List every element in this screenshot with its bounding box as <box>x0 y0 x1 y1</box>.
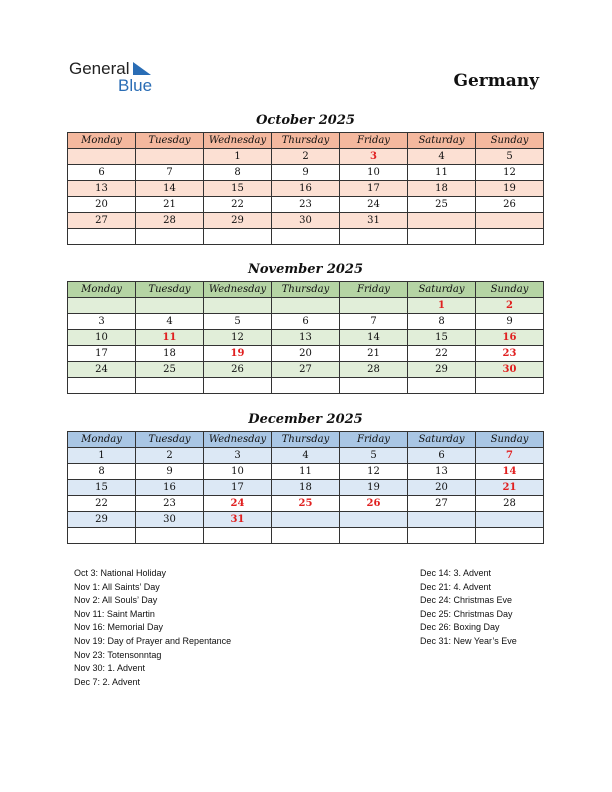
logo-triangle-icon <box>133 62 153 76</box>
day-cell: 8 <box>408 314 476 330</box>
day-cell: 6 <box>272 314 340 330</box>
day-cell: 9 <box>272 165 340 181</box>
day-cell: 1 <box>204 149 272 165</box>
day-cell: 6 <box>408 448 476 464</box>
week-row <box>68 197 544 213</box>
week-row <box>68 181 544 197</box>
day-cell: 15 <box>408 330 476 346</box>
day-cell: 25 <box>408 197 476 213</box>
weekday-header: Sunday <box>476 133 544 149</box>
day-cell <box>340 298 408 314</box>
day-cell: 15 <box>204 181 272 197</box>
day-cell <box>408 213 476 229</box>
country-title: Germany <box>453 71 539 91</box>
day-cell: 24 <box>340 197 408 213</box>
week-row <box>68 346 544 362</box>
day-cell <box>68 528 136 544</box>
day-cell <box>272 512 340 528</box>
holiday-entry: Nov 2: All Souls’ Day <box>74 595 158 606</box>
holiday-list-left <box>74 567 231 689</box>
month-dec <box>67 409 544 544</box>
day-cell <box>204 528 272 544</box>
day-cell: 18 <box>408 181 476 197</box>
weekday-header: Thursday <box>272 432 340 448</box>
weekday-header: Tuesday <box>136 432 204 448</box>
week-row <box>68 149 544 165</box>
day-cell: 10 <box>68 330 136 346</box>
day-cell: 16 <box>272 181 340 197</box>
day-cell: 4 <box>272 448 340 464</box>
day-cell: 12 <box>204 330 272 346</box>
day-cell: 19 <box>476 181 544 197</box>
day-cell <box>136 378 204 394</box>
day-cell <box>408 512 476 528</box>
day-cell: 28 <box>136 213 204 229</box>
day-cell: 7 <box>476 448 544 464</box>
weekday-header: Sunday <box>476 282 544 298</box>
holiday-entry: Dec 14: 3. Advent <box>420 568 492 578</box>
weekday-header-row <box>68 432 544 448</box>
day-cell: 13 <box>408 464 476 480</box>
weekday-header-row <box>68 282 544 298</box>
day-cell: 20 <box>68 197 136 213</box>
holiday-entry: Nov 1: All Saints’ Day <box>74 581 160 592</box>
day-cell: 31 <box>340 213 408 229</box>
holiday-entry: Dec 21: 4. Advent <box>420 581 492 592</box>
day-cell <box>68 229 136 245</box>
day-cell <box>204 298 272 314</box>
week-row <box>68 464 544 480</box>
day-cell: 14 <box>340 330 408 346</box>
day-cell <box>272 229 340 245</box>
week-row <box>68 213 544 229</box>
day-cell: 25 <box>136 362 204 378</box>
weekday-header: Friday <box>340 432 408 448</box>
week-row <box>68 330 544 346</box>
logo-text-general: General <box>69 59 130 78</box>
weekday-header: Saturday <box>408 432 476 448</box>
day-cell: 8 <box>68 464 136 480</box>
day-cell: 16 <box>476 330 544 346</box>
week-row <box>68 512 544 528</box>
month-title: November 2025 <box>247 262 364 277</box>
day-cell: 16 <box>136 480 204 496</box>
day-cell: 9 <box>136 464 204 480</box>
day-cell: 20 <box>408 480 476 496</box>
day-cell: 2 <box>136 448 204 464</box>
day-cell: 24 <box>68 362 136 378</box>
day-cell <box>340 378 408 394</box>
day-cell: 2 <box>476 298 544 314</box>
day-cell: 28 <box>340 362 408 378</box>
day-cell <box>136 149 204 165</box>
day-cell: 12 <box>340 464 408 480</box>
holiday-entry: Dec 7: 2. Advent <box>74 676 141 687</box>
day-cell: 5 <box>476 149 544 165</box>
month-title: October 2025 <box>256 113 355 128</box>
day-cell: 19 <box>340 480 408 496</box>
day-cell <box>68 298 136 314</box>
weekday-header: Saturday <box>408 133 476 149</box>
day-cell: 4 <box>408 149 476 165</box>
day-cell: 7 <box>340 314 408 330</box>
month-grid <box>67 132 544 245</box>
day-cell: 10 <box>340 165 408 181</box>
holiday-entry: Dec 26: Boxing Day <box>420 622 500 633</box>
day-cell: 21 <box>136 197 204 213</box>
day-cell: 21 <box>476 480 544 496</box>
holiday-entry: Dec 31: New Year’s Eve <box>420 635 517 646</box>
day-cell <box>476 378 544 394</box>
day-cell <box>408 229 476 245</box>
day-cell <box>272 378 340 394</box>
weekday-header: Monday <box>68 282 136 298</box>
weekday-header: Friday <box>340 282 408 298</box>
week-row <box>68 298 544 314</box>
week-row <box>68 165 544 181</box>
day-cell: 22 <box>68 496 136 512</box>
weekday-header: Tuesday <box>136 133 204 149</box>
month-grid <box>67 431 544 544</box>
day-cell: 21 <box>340 346 408 362</box>
holiday-entry: Oct 3: National Holiday <box>74 568 167 578</box>
weekday-header: Sunday <box>476 432 544 448</box>
week-row <box>68 496 544 512</box>
holiday-entry: Nov 19: Day of Prayer and Repentance <box>74 635 232 646</box>
day-cell <box>408 378 476 394</box>
month-oct <box>67 110 544 245</box>
day-cell: 26 <box>476 197 544 213</box>
day-cell: 1 <box>408 298 476 314</box>
week-row <box>68 362 544 378</box>
weekday-header: Saturday <box>408 282 476 298</box>
day-cell: 29 <box>204 213 272 229</box>
holiday-entry: Dec 25: Christmas Day <box>420 608 513 619</box>
day-cell: 18 <box>272 480 340 496</box>
day-cell: 6 <box>68 165 136 181</box>
week-row <box>68 314 544 330</box>
holiday-entry: Dec 24: Christmas Eve <box>420 595 513 606</box>
day-cell: 17 <box>68 346 136 362</box>
month-grid <box>67 281 544 394</box>
day-cell <box>68 149 136 165</box>
day-cell: 26 <box>204 362 272 378</box>
day-cell <box>272 298 340 314</box>
day-cell <box>272 528 340 544</box>
day-cell: 18 <box>136 346 204 362</box>
day-cell: 4 <box>136 314 204 330</box>
day-cell <box>204 378 272 394</box>
month-nov <box>67 259 544 394</box>
day-cell: 30 <box>136 512 204 528</box>
logo-text-blue: Blue <box>118 76 153 95</box>
weekday-header: Wednesday <box>204 133 272 149</box>
day-cell: 29 <box>408 362 476 378</box>
day-cell <box>340 229 408 245</box>
day-cell: 7 <box>136 165 204 181</box>
day-cell <box>68 378 136 394</box>
day-cell <box>476 213 544 229</box>
day-cell: 13 <box>68 181 136 197</box>
week-row <box>68 528 544 544</box>
weekday-header: Thursday <box>272 133 340 149</box>
day-cell: 26 <box>340 496 408 512</box>
week-row <box>68 229 544 245</box>
day-cell: 3 <box>68 314 136 330</box>
weekday-header: Wednesday <box>204 432 272 448</box>
day-cell: 24 <box>204 496 272 512</box>
weekday-header: Monday <box>68 133 136 149</box>
day-cell: 10 <box>204 464 272 480</box>
holiday-entry: Nov 23: Totensonntag <box>74 649 162 660</box>
day-cell: 29 <box>68 512 136 528</box>
day-cell: 17 <box>340 181 408 197</box>
day-cell: 25 <box>272 496 340 512</box>
holiday-entry: Nov 16: Memorial Day <box>74 622 164 633</box>
day-cell: 9 <box>476 314 544 330</box>
holiday-entry: Nov 11: Saint Martin <box>74 608 155 619</box>
day-cell: 3 <box>340 149 408 165</box>
day-cell: 23 <box>476 346 544 362</box>
day-cell: 8 <box>204 165 272 181</box>
day-cell: 20 <box>272 346 340 362</box>
week-row <box>68 480 544 496</box>
weekday-header: Tuesday <box>136 282 204 298</box>
holiday-list-right <box>420 567 517 649</box>
day-cell: 14 <box>136 181 204 197</box>
holiday-entry: Nov 30: 1. Advent <box>74 663 146 674</box>
day-cell: 11 <box>408 165 476 181</box>
day-cell <box>136 298 204 314</box>
weekday-header: Thursday <box>272 282 340 298</box>
day-cell: 15 <box>68 480 136 496</box>
day-cell: 31 <box>204 512 272 528</box>
day-cell: 23 <box>272 197 340 213</box>
day-cell: 1 <box>68 448 136 464</box>
weekday-header: Friday <box>340 133 408 149</box>
day-cell: 11 <box>272 464 340 480</box>
day-cell: 13 <box>272 330 340 346</box>
day-cell: 3 <box>204 448 272 464</box>
day-cell <box>340 512 408 528</box>
day-cell: 14 <box>476 464 544 480</box>
day-cell <box>136 229 204 245</box>
day-cell: 17 <box>204 480 272 496</box>
month-title: December 2025 <box>248 412 363 427</box>
weekday-header: Wednesday <box>204 282 272 298</box>
day-cell <box>476 512 544 528</box>
weekday-header: Monday <box>68 432 136 448</box>
week-row <box>68 378 544 394</box>
day-cell <box>476 229 544 245</box>
day-cell: 27 <box>408 496 476 512</box>
day-cell: 19 <box>204 346 272 362</box>
day-cell: 2 <box>272 149 340 165</box>
day-cell <box>476 528 544 544</box>
day-cell <box>204 229 272 245</box>
day-cell: 23 <box>136 496 204 512</box>
day-cell: 5 <box>340 448 408 464</box>
day-cell: 22 <box>204 197 272 213</box>
day-cell: 12 <box>476 165 544 181</box>
day-cell: 27 <box>272 362 340 378</box>
day-cell <box>340 528 408 544</box>
day-cell: 11 <box>136 330 204 346</box>
day-cell: 30 <box>272 213 340 229</box>
weekday-header-row <box>68 133 544 149</box>
day-cell: 30 <box>476 362 544 378</box>
day-cell <box>408 528 476 544</box>
day-cell: 22 <box>408 346 476 362</box>
day-cell <box>136 528 204 544</box>
day-cell: 27 <box>68 213 136 229</box>
day-cell: 5 <box>204 314 272 330</box>
day-cell: 28 <box>476 496 544 512</box>
week-row <box>68 448 544 464</box>
